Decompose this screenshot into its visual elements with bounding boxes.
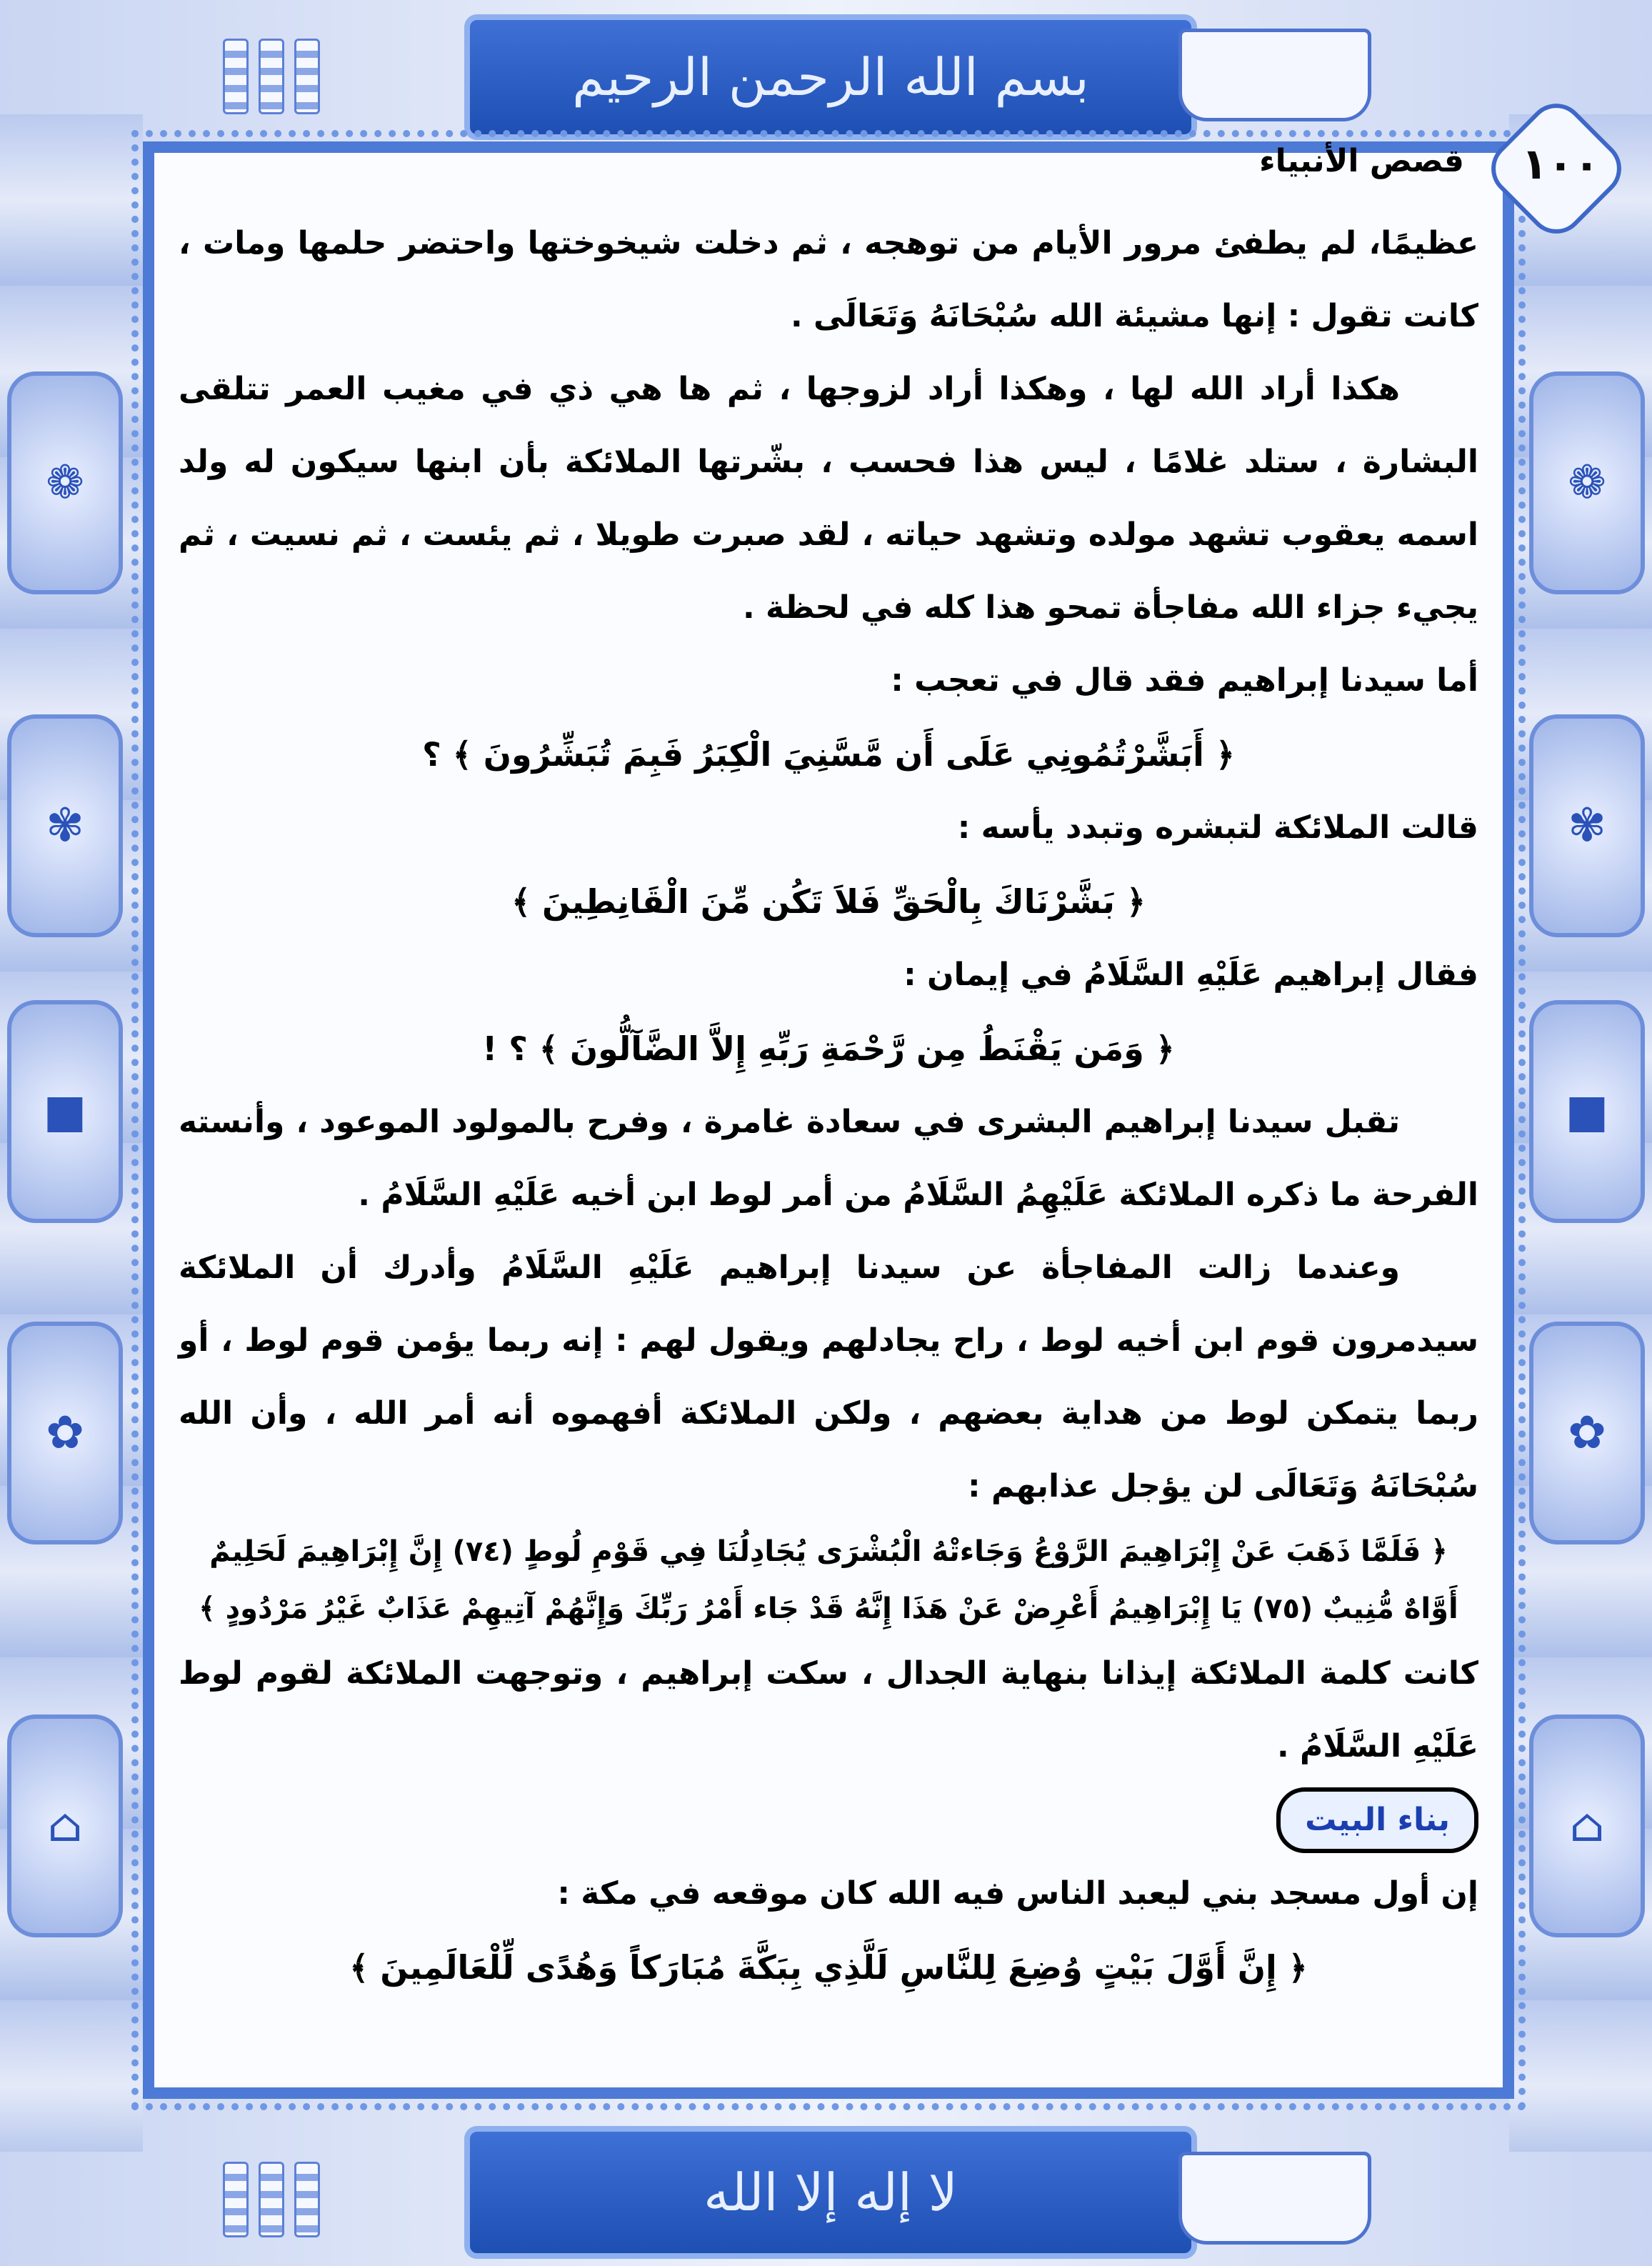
paragraph: أما سيدنا إبراهيم فقد قال في تعجب :: [891, 662, 1478, 699]
paragraph: فقال إبراهيم عَلَيْهِ السَّلَامُ في إيمان :: [903, 957, 1478, 993]
left-calligraphy-medallion-icon: ❁: [7, 371, 123, 594]
book-title: قصص الأنبياء: [1259, 143, 1464, 179]
right-calligraphy-panel-icon: ✾: [1529, 714, 1645, 937]
candles-icon: [214, 29, 329, 114]
bottom-shahada-banner: لا إله إلا الله: [464, 2126, 1197, 2259]
right-calligraphy-icon: ✿: [1529, 1322, 1645, 1544]
quran-verse: ﴿ أَبَشَّرْتُمُونِي عَلَى أَن مَّسَّنِيَ الْكِبَرُ فَبِمَ تُبَشِّرُونَ ﴾ ؟: [422, 735, 1235, 774]
left-mosque-icon: ⌂: [7, 1715, 123, 1937]
left-kaaba-icon: ■: [7, 1000, 123, 1223]
paragraph: هكذا أراد الله لها ، وهكذا أراد لزوجها ، ثم ها هي ذي في مغيب العمر تتلقى البشارة ، ستلد غلامًا ، ليس هذا فحسب ، بشّرتها الملائكة بأن ابنها سيكون له ولد اسمه يعقوب تشهد مولده وتشهد حياته ، لقد صبرت طويلا ، ثم يئست ، ثم نسيت ، ثم يجيء جزاء الله مفاجأة تمحو هذا كله في لحظة .: [179, 371, 1478, 626]
section-heading: بناء البيت: [1276, 1787, 1478, 1853]
paragraph: إن أول مسجد بني ليعبد الناس فيه الله كان موقعه في مكة :: [557, 1875, 1478, 1912]
paragraph: عظيمًا، لم يطفئ مرور الأيام من توهجه ، ثم دخلت شيخوختها واحتضر حلمها ومات ، كانت تقول : إنها مشيئة الله سُبْحَانَهُ وَتَعَالَى .: [179, 225, 1478, 334]
page-number: ١٠٠: [1521, 139, 1600, 189]
book-icon: [1178, 29, 1371, 121]
top-basmala-banner: بسم الله الرحمن الرحيم: [464, 14, 1197, 140]
book-icon: [1178, 2152, 1371, 2245]
quran-verse: ﴿ فَلَمَّا ذَهَبَ عَنْ إِبْرَاهِيمَ الرَّوْعُ وَجَاءتْهُ الْبُشْرَى يُجَادِلُنَا فِي قَوْمِ لُوطٍ (٧٤) إِنَّ إِبْرَاهِيمَ لَحَلِيمٌ أَوَّاهٌ مُّنِيبٌ (٧٥) يَا إِبْرَاهِيمُ أَعْرِضْ عَنْ هَذَا إِنَّهُ قَدْ جَاء أَمْرُ رَبِّكَ وَإِنَّهُمْ آتِيهِمْ عَذَابٌ غَيْرُ مَرْدُودٍ ﴾: [199, 1535, 1458, 1625]
quran-verse: ﴿ بَشَّرْنَاكَ بِالْحَقِّ فَلاَ تَكُن مِّنَ الْقَانِطِينَ ﴾: [511, 882, 1146, 921]
section-heading-wrap: [179, 1783, 1478, 1857]
paragraph: تقبل سيدنا إبراهيم البشرى في سعادة غامرة ، وفرح بالمولود الموعود ، وأنسته الفرحة ما ذكره الملائكة عَلَيْهِمُ السَّلَامُ من أمر لوط ابن أخيه عَلَيْهِ السَّلَامُ .: [179, 1104, 1478, 1213]
left-calligraphy-panel-icon: ✾: [7, 714, 123, 937]
paragraph: وعندما زالت المفاجأة عن سيدنا إبراهيم عَلَيْهِ السَّلَامُ وأدرك أن الملائكة سيدمرون قوم ابن أخيه لوط ، راح يجادلهم ويقول لهم : إنه ربما يؤمن قوم لوط ، أو ربما يتمكن لوط من هداية بعضهم ، ولكن الملائكة أفهموه أنه أمر الله ، وأن الله سُبْحَانَهُ وَتَعَالَى لن يؤجل عذابهم :: [179, 1249, 1478, 1504]
paragraph: قالت الملائكة لتبشره وتبدد يأسه :: [957, 809, 1478, 846]
paragraph: كانت كلمة الملائكة إيذانا بنهاية الجدال ، سكت إبراهيم ، وتوجهت الملائكة لقوم لوط عَلَيْهِ السَّلَامُ .: [179, 1655, 1478, 1765]
candles-icon: [214, 2152, 329, 2237]
right-mosque-icon: ⌂: [1529, 1715, 1645, 1937]
left-calligraphy-icon: ✿: [7, 1322, 123, 1544]
right-kaaba-icon: ■: [1529, 1000, 1645, 1223]
quran-verse: ﴿ إِنَّ أَوَّلَ بَيْتٍ وُضِعَ لِلنَّاسِ لَلَّذِي بِبَكَّةَ مُبَارَكاً وَهُدًى لِّلْعَالَمِينَ ﴾: [349, 1948, 1308, 1987]
right-calligraphy-medallion-icon: ❁: [1529, 371, 1645, 594]
page-body: [179, 207, 1478, 2036]
quran-verse: ﴿ وَمَن يَقْنَطُ مِن رَّحْمَةِ رَبِّهِ إِلاَّ الضَّآلُّونَ ﴾ ؟ !: [482, 1029, 1175, 1068]
